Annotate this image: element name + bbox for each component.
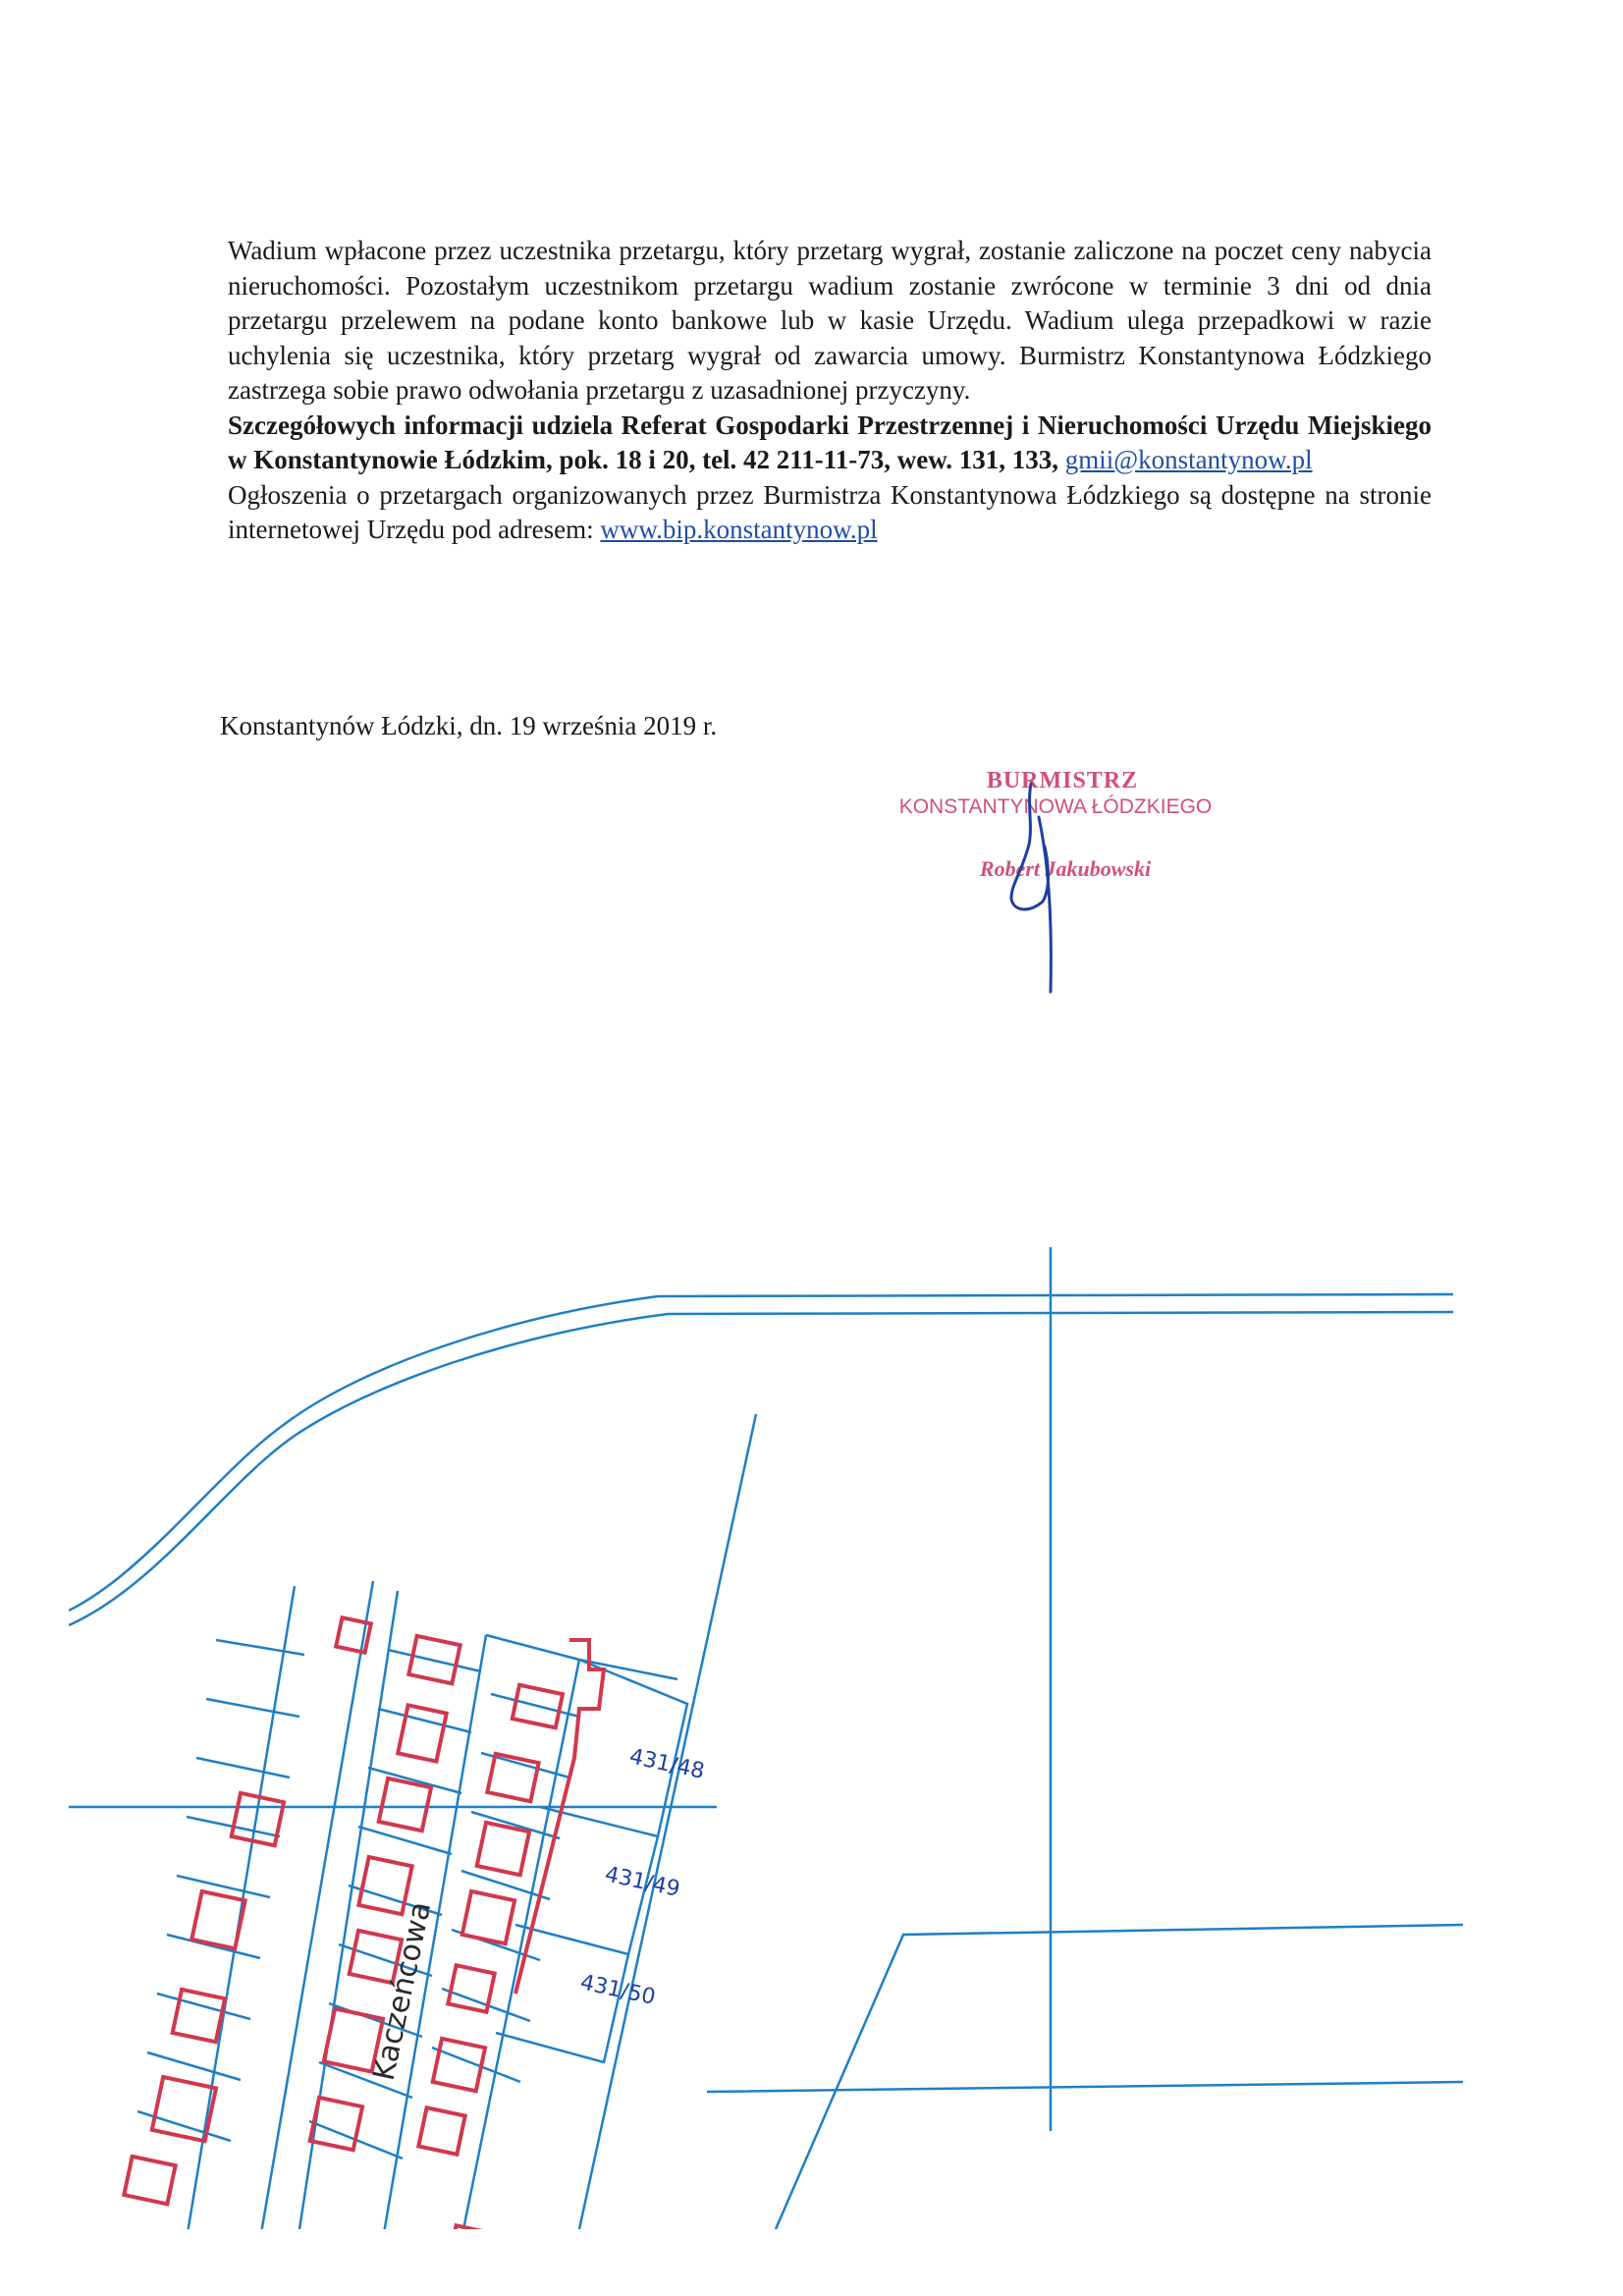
email-link[interactable]: gmii@konstantynow.pl xyxy=(1064,445,1313,474)
road-left-boundary xyxy=(187,1581,373,2229)
building xyxy=(418,2107,464,2154)
building xyxy=(398,1705,447,1761)
building xyxy=(477,1823,529,1875)
building xyxy=(448,1965,494,2011)
building xyxy=(191,1891,244,1948)
date-line: Konstantynów Łódzki, dn. 19 września 2019 r. xyxy=(220,711,718,740)
building xyxy=(173,1990,225,2042)
parcel-label-431-50: 431/50 xyxy=(577,1970,658,2010)
right-field-line xyxy=(579,1414,756,2229)
street-label-kaczencowa: Kaczeńcowa xyxy=(366,1898,439,2084)
building xyxy=(124,2157,175,2204)
announcement-body xyxy=(228,234,1432,548)
left-plot-dividers xyxy=(137,1640,304,2141)
river-line-top xyxy=(69,1294,1453,1611)
cadastral-map xyxy=(69,1247,1463,2229)
announcement-paragraph xyxy=(228,478,1432,548)
river-line-bottom xyxy=(69,1312,1453,1625)
website-link[interactable]: www.bip.konstantynow.pl xyxy=(600,515,878,544)
contact-info-bold: Szczegółowych informacji udziela Referat Gospodarki Przestrzennej i Nieruchomości Urzędu Miejskiego w Konstantynowie Łódzkim, pok. 18 i 20, tel. 42 211-11-73, wew. 131, 133, xyxy=(228,410,1432,474)
announcement-text: Ogłoszenia o przetargach organizowanych przez Burmistrza Konstantynowa Łódzkiego są dostępne na stronie internetowej Urzędu pod adresem: xyxy=(228,479,1432,544)
building xyxy=(379,1778,431,1831)
building xyxy=(448,2225,494,2229)
parcel-label-431-48: 431/48 xyxy=(626,1744,707,1784)
building xyxy=(232,1793,284,1845)
horizontal-field-line xyxy=(69,1807,1463,2092)
building-outlines xyxy=(124,1617,604,2229)
stamp-name: Robert Jakubowski xyxy=(979,856,1152,881)
building xyxy=(152,2077,216,2141)
mayor-stamp xyxy=(864,766,1237,1002)
handwritten-signature xyxy=(864,766,1237,1002)
parcel-block-right xyxy=(461,1635,677,2229)
far-right-field-line xyxy=(776,1247,1463,2229)
stamp-title: BURMISTRZ xyxy=(986,768,1139,793)
parcel-label-431-49: 431/49 xyxy=(602,1862,682,1902)
stamp-subtitle: KONSTANTYNOWA ŁÓDZKIEGO xyxy=(898,795,1213,818)
building xyxy=(336,1617,371,1653)
deposit-paragraph: Wadium wpłacone przez uczestnika przetargu, który przetarg wygrał, zostanie zaliczone na poczet ceny nabycia nieruchomości. Pozostałym uczestnikom przetargu wadium zostanie zwrócone w terminie 3 dni od dnia przetargu przelewem na podane konto bankowe lub w kasie Urzędu. Wadium ulega przepadkowi w razie uchylenia się uczestnika, który przetarg wygrał od zawarcia umowy. Burmistrz Konstantynowa Łódzkiego zastrzega sobie prawo odwołania przetargu z uzasadnionej przyczyny. xyxy=(228,236,1432,405)
building xyxy=(462,1891,514,1943)
contact-paragraph xyxy=(228,409,1432,478)
